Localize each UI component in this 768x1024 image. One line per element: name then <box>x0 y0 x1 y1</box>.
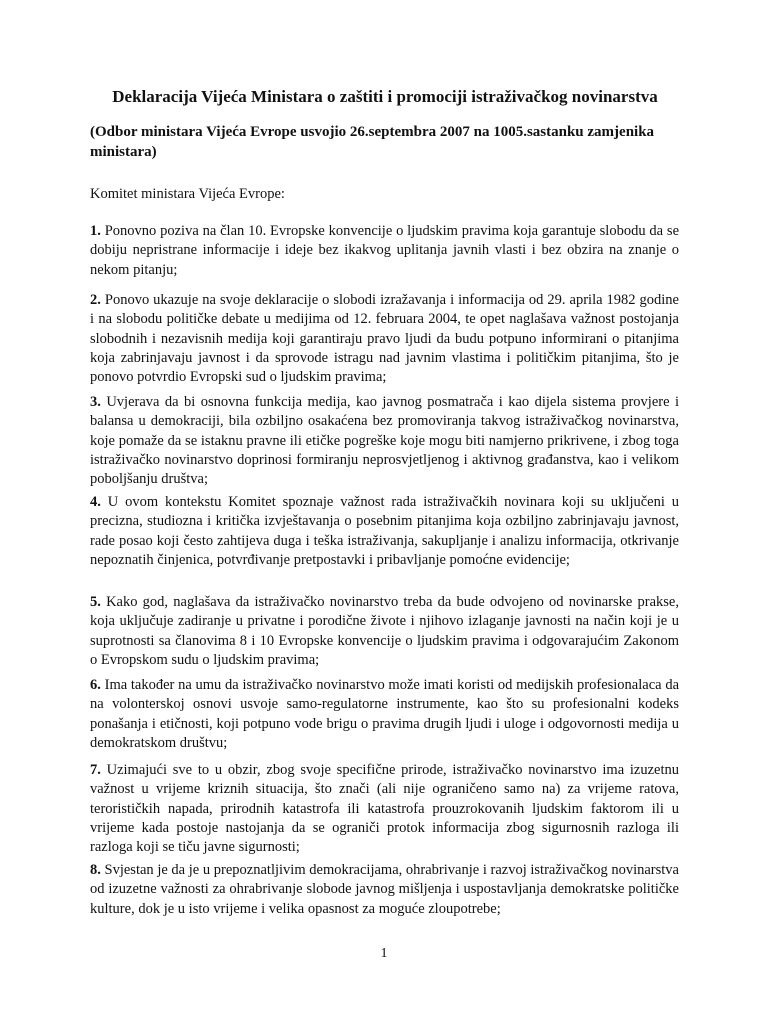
clause-7 <box>90 761 679 857</box>
clause-number: 3. <box>90 394 101 410</box>
clause-8 <box>90 861 679 919</box>
clause-number: 4. <box>90 494 101 510</box>
document-title: Deklaracija Vijeća Ministara o zaštiti i promociji istraživačkog novinarstva <box>112 87 658 106</box>
clause-number: 2. <box>90 292 101 308</box>
clause-text: Ponovno poziva na član 10. Evropske konvencije o ljudskim pravima koja garantuje slobodu da se dobiju nepristrane informacije i ideje bez ikakvog uplitanja javnih vlasti i bez obzira na znanje o nekom pitanju; <box>90 223 680 278</box>
clause-number: 1. <box>90 223 101 239</box>
document-subtitle: (Odbor ministara Vijeća Evrope usvojio 26.septembra 2007 na 1005.sastanku zamjenika ministara) <box>90 124 655 160</box>
clause-text: Uvjerava da bi osnovna funkcija medija, kao javnog posmatrača i kao dijela sistema provjere i balansa u demokraciji, bila ozbiljno osakaćena bez promoviranja takvog istraživačkog novinarstva, koje pomaže da se istaknu pravne ili etičke pogreške koje mogu biti namjerno prikrivene, i zbog toga istraživačko novinarstvo doprinosi formiranju neprosvjetljenog i aktivnog građanstva, kao i velikom poboljšanju društva; <box>90 394 679 488</box>
clause-text: Kako god, naglašava da istraživačko novinarstvo treba da bude odvojeno od novinarske prakse, koja uključuje zadiranje u privatne i porodične živote i njihovo izlaganje javnosti na način koji je u suprotnosti sa članovima 8 i 10 Evropske konvencije o ljudskim pravima i odgovarajućim Zakonom o Evropskom sudu o ljudskim pravima; <box>90 594 679 668</box>
clause-text: Ima također na umu da istraživačko novinarstvo može imati koristi od medijskih profesionalaca da na volonterskoj osnovi usvoje samo-regulatorne instrumente, kao što su profesionalni kodeks ponašanja i etičnosti, koji potpuno vode brigu o pravima drugih ljudi i uloge i odgovornosti medija u demokratskom društvu; <box>90 677 680 751</box>
clause-1 <box>90 222 679 280</box>
clause-number: 5. <box>90 594 101 610</box>
clause-number: 7. <box>90 762 101 778</box>
intro-paragraph: Komitet ministara Vijeća Evrope: <box>90 186 285 202</box>
clause-2 <box>90 291 679 387</box>
clause-text: Ponovo ukazuje na svoje deklaracije o slobodi izražavanja i informacija od 29. aprila 1982 godine i na slobodu političke debate u medijima od 12. februara 2004, te opet naglašava važnost postojanja slobodnih i nezavisnih medija koji garantiraju pravo ljudi da budu potpuno informirani o pitanjima koja zabrinjavaju javnost i da sprovode istragu nad javnim vlastima i političkim pitanjima, što je ponovo potvrdio Evropski sud o ljudskim pravima; <box>90 292 679 386</box>
clause-4 <box>90 493 679 570</box>
clause-6 <box>90 676 679 753</box>
clause-3 <box>90 393 679 489</box>
clause-number: 6. <box>90 677 101 693</box>
clause-text: U ovom kontekstu Komitet spoznaje važnost rada istraživačkih novinara koji su uključeni u precizna, studiozna i kritička izvještavanja o posebnim pitanjima koja ozbiljno zabrinjavaju javnost, rade posao koji često zahtijeva duga i teška istraživanja, sakupljanje i analizu informacija, otkrivanje nepoznatih činjenica, potvrđivanje pretpostavki i pribavljanje pomoćne evidencije; <box>90 494 679 568</box>
page-number: 1 <box>380 946 388 961</box>
clause-text: Svjestan je da je u prepoznatljivim demokracijama, ohrabrivanje i razvoj istraživačkog novinarstva od izuzetne važnosti za ohrabrivanje slobode javnog mišljenja i uspostavljanja demokratske političke kulture, dok je u isto vrijeme i velika opasnost za moguće zloupotrebe; <box>90 862 679 917</box>
clause-text: Uzimajući sve to u obzir, zbog svoje specifične prirode, istraživačko novinarstvo ima izuzetnu važnost u vrijeme kriznih situacija, što znači (ali nije ograničeno samo na) za vrijeme ratova, terorističkih napada, prirodnih katastrofa ili katastrofa prouzrokovanih ljudskim faktorom ili u vrijeme kada postoje nastojanja da se ograniči protok informacija zbog sigurnosnih razloga ili razloga koji se tiču javne sigurnosti; <box>90 762 680 856</box>
clause-5 <box>90 593 679 670</box>
clause-number: 8. <box>90 862 101 878</box>
